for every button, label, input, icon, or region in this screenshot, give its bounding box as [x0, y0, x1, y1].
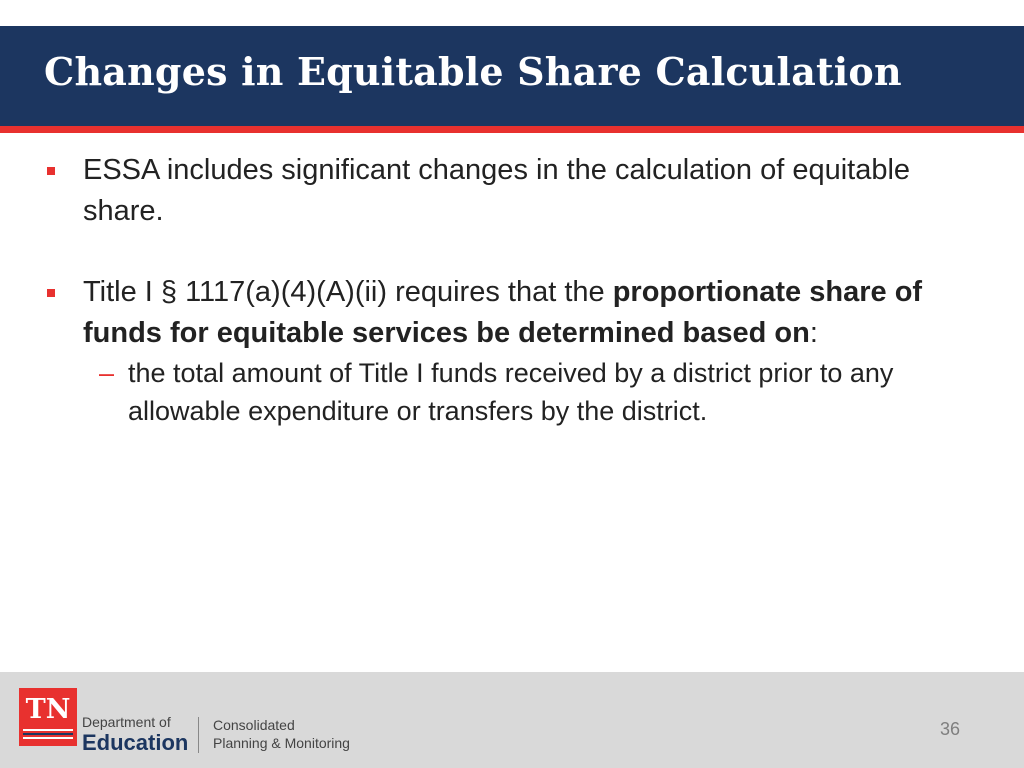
sub-bullet-text: the total amount of Title I funds received by a district prior to any allowable expenditure or transfers by the district.	[128, 358, 894, 426]
logo-stripe	[23, 729, 73, 731]
bullet-text: ESSA includes significant changes in the calculation of equitable share.	[83, 154, 911, 227]
office-name-line2: Planning & Monitoring	[213, 735, 350, 751]
title-accent-rule	[0, 126, 1024, 133]
tn-logo-text: TN	[25, 694, 71, 725]
footer-divider	[198, 717, 199, 753]
page-number: 36	[939, 719, 961, 739]
bullet-item	[44, 272, 964, 354]
dept-name-line1: Department of	[82, 714, 171, 730]
logo-stripe	[23, 733, 73, 735]
sub-bullet-item	[44, 354, 964, 430]
slide-content	[44, 150, 964, 430]
slide-title: Changes in Equitable Share Calculation	[44, 49, 902, 94]
bullet-item	[44, 150, 964, 232]
bullet-text-suffix: :	[809, 317, 818, 349]
square-bullet-icon	[47, 167, 55, 175]
office-name-line1: Consolidated	[213, 717, 295, 733]
bullet-text: Title I § 1117(a)(4)(A)(ii) requires that the	[83, 276, 613, 308]
dept-name-line2: Education	[82, 730, 189, 755]
bullet-bold-text: proportionate share of funds for equitable services be determined based on	[83, 276, 923, 349]
logo-stripe	[23, 737, 73, 739]
dash-bullet-icon: –	[99, 358, 115, 388]
tn-logo-icon	[19, 688, 77, 746]
square-bullet-icon	[47, 289, 55, 297]
